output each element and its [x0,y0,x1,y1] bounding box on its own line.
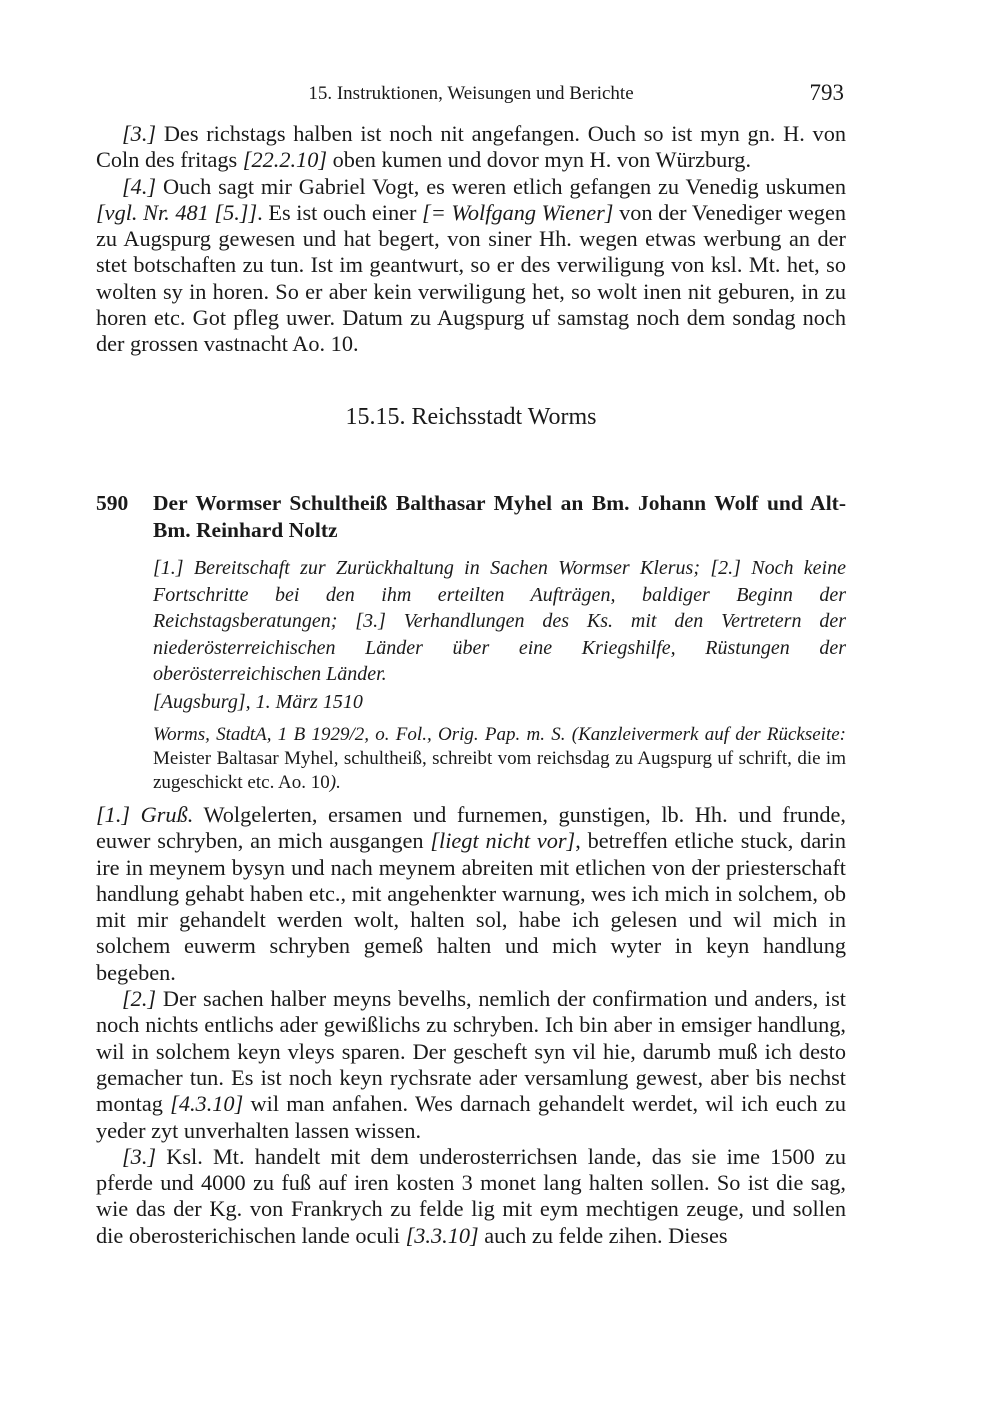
paragraph-text: Der sachen halber meyns bevelhs, nemlich der confirmation und anders, ist noch nichts entlichs ader gewißlichs zu schryben. Ich bin aber in emsiger handlung, wil in solchem keyn vleys sparen. Der gescheft syn vil hie, darumb muß ich desto gemacher tun. Es ist noch keyn rychsrate ader versamlung gewest, aber bis nechst montag [96,986,846,1117]
source-note [153,723,846,795]
paragraph-marker: [1.] Gruß. [96,802,194,827]
paragraph-text: auch zu felde zihen. Dieses [478,1222,728,1248]
document-title: Der Wormser Schultheiß Balthasar Myhel an Bm. Johann Wolf und Alt-Bm. Reinhard Noltz [153,491,846,542]
running-head [96,80,846,110]
paragraph-text: , betreffen etliche stuck, darin ire in meynem bysyn und nach meynem abreiten mit etlichen von der priesterschaft handlung gehabt haben etc., mit angehenkter warnung, wes ich mich in solchem, ob mit mir gehandelt werden wolt, halten sol, habe ich gelesen und wil mich in solchem euwerm schryben gemeß halten und mich wyter in keyn handlung begeben. [96,828,846,985]
paragraph-text: . Es ist ouch einer [257,199,423,225]
paragraph-3 [96,1144,846,1249]
paragraph-4 [96,174,846,358]
paragraph-marker: [3.] [122,121,157,146]
paragraph-marker: [4.] [122,173,157,199]
previous-letter-ending [96,121,846,358]
date-reference: [4.3.10] [170,1091,244,1117]
document-regest: [1.] Bereitschaft zur Zurückhaltung in Sachen Wormser Klerus; [2.] Noch keine Fortschritte bei den ihm erteilten Aufträgen, baldiger Beginn der Reichstagsberatungen; [3.] Verhandlungen des Ks. mit den Vertretern der niederösterreichischen Länder über eine Kriegshilfe, Rüstungen der oberösterreichischen Länder. [153,557,846,686]
paragraph-marker: [2.] [122,986,157,1012]
editorial-reference: [liegt nicht vor] [430,828,576,854]
paragraph-1 [96,802,846,986]
letter-text [96,802,846,1249]
paragraph-text: Wolgelerten, ersamen und furnemen, gunstigen, lb. Hh. und frunde, euwer schryben, an mich ausgangen [96,802,846,854]
paragraph-3 [96,121,846,174]
paragraph-text: oben kumen und dovor myn H. von Würzburg. [327,147,752,173]
page-number: 793 [809,80,844,105]
document-number: 590 [96,491,129,515]
date-reference: [3.3.10] [405,1222,479,1248]
paragraph-text: Ksl. Mt. handelt mit dem underosterrichsen lande, das sie ime 1500 zu pferde und 4000 zu fuß auf iren kosten 3 monet lang halten sollen. So ist die sag, wie das der Kg. von Frankrych zu felde lig mit eym mechtigen zeuge, und sollen die oberosterichischen lande oculi [96,1143,846,1248]
editorial-reference: [= Wolfgang Wiener] [422,199,614,225]
chancery-note: Meister Baltasar Myhel, schultheiß, schreibt vom reichsdag zu Augspurg uf schrift, die im zugeschickt etc. Ao. 10 [153,748,846,793]
source-close: ). [329,772,341,793]
date-reference: [22.2.10] [242,147,328,173]
running-head-title: 15. Instruktionen, Weisungen und Berichte [308,83,634,104]
paragraph-text: Ouch sagt mir Gabriel Vogt, es weren etlich gefangen zu Venedig uskumen [156,173,846,199]
document-date: [Augsburg], 1. März 1510 [153,691,363,713]
editorial-reference: [vgl. Nr. 481 [5.]] [96,199,258,225]
source-archive: Worms, StadtA, 1 B 1929/2, o. Fol., Orig. Pap. m. S. (Kanzleivermerk auf der Rückseite: [153,724,846,745]
paragraph-marker: [3.] [122,1143,157,1169]
paragraph-text: von der Venediger wegen zu Augspurg gewesen und hat begert, von siner Hh. wegen etwas werbung an der stet botschaften zu tun. Ist im geantwurt, so er des verwiligung von ksl. Mt. het, so wolten sy in horen. So er aber kein verwiligung het, so wolt inen nit geburen, in zu horen etc. Got pfleg uwer. Datum zu Augspurg uf samstag noch dem sondag noch der grossen vastnacht Ao. 10. [96,199,846,357]
paragraph-2 [96,986,846,1144]
paragraph-text: wil man anfahen. Wes darnach gehandelt werdet, wil ich euch zu yeder zyt unverhalten lassen wissen. [96,1091,846,1143]
paragraph-text: Des richstags halben ist noch nit angefangen. Ouch so ist myn gn. H. von Coln des fritags [96,121,846,173]
section-title: 15.15. Reichsstadt Worms [345,404,597,430]
